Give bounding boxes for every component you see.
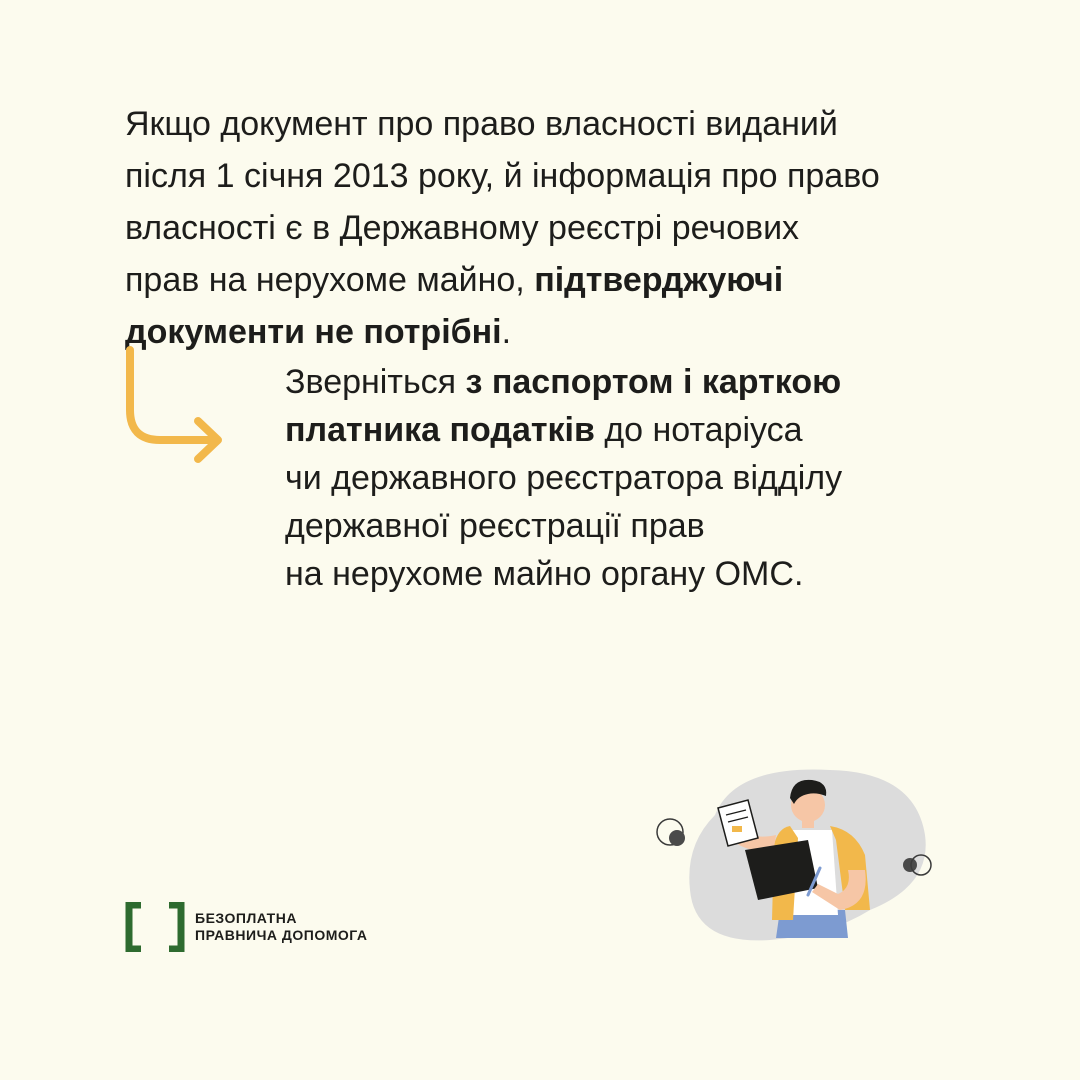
bracket-logo-icon <box>125 902 185 952</box>
intro-line-4-regular: прав на нерухоме майно, <box>125 261 535 299</box>
instruction-line-2-bold: платника податків <box>285 411 595 449</box>
intro-line-5-bold: документи не потрібні <box>125 313 502 351</box>
person-with-clipboard-illustration <box>640 760 940 950</box>
instruction-line-5: на нерухоме майно органу ОМС. <box>285 555 804 593</box>
logo-text <box>195 910 367 944</box>
intro-line-5 <box>125 306 1005 358</box>
intro-line-3: власності є в Державному реєстрі речових <box>125 209 800 247</box>
instruction-line-3: чи державного реєстратора відділу <box>285 459 843 497</box>
instruction-paragraph <box>285 358 985 598</box>
intro-line-5-end: . <box>501 313 512 351</box>
instruction-line-1-bold: з паспортом і карткою <box>465 363 842 401</box>
intro-line-1: Якщо документ про право власності виданий <box>125 105 838 143</box>
instruction-line-4: державної реєстрації прав <box>285 507 705 545</box>
logo-line-1: БЕЗОПЛАТНА <box>195 910 297 926</box>
instruction-line-1 <box>285 358 985 406</box>
logo-line-2: ПРАВНИЧА ДОПОМОГА <box>195 927 368 943</box>
instruction-line-1-regular: Зверніться <box>285 363 466 401</box>
intro-paragraph <box>125 98 1005 358</box>
instruction-line-2-regular: до нотаріуса <box>594 411 803 449</box>
intro-line-4-bold: підтверджуючі <box>534 261 784 299</box>
logo <box>125 902 367 952</box>
instruction-line-2 <box>285 406 985 454</box>
curved-arrow-icon <box>120 345 230 475</box>
intro-line-2: після 1 січня 2013 року, й інформація про право <box>125 157 880 195</box>
intro-line-4 <box>125 254 1005 306</box>
